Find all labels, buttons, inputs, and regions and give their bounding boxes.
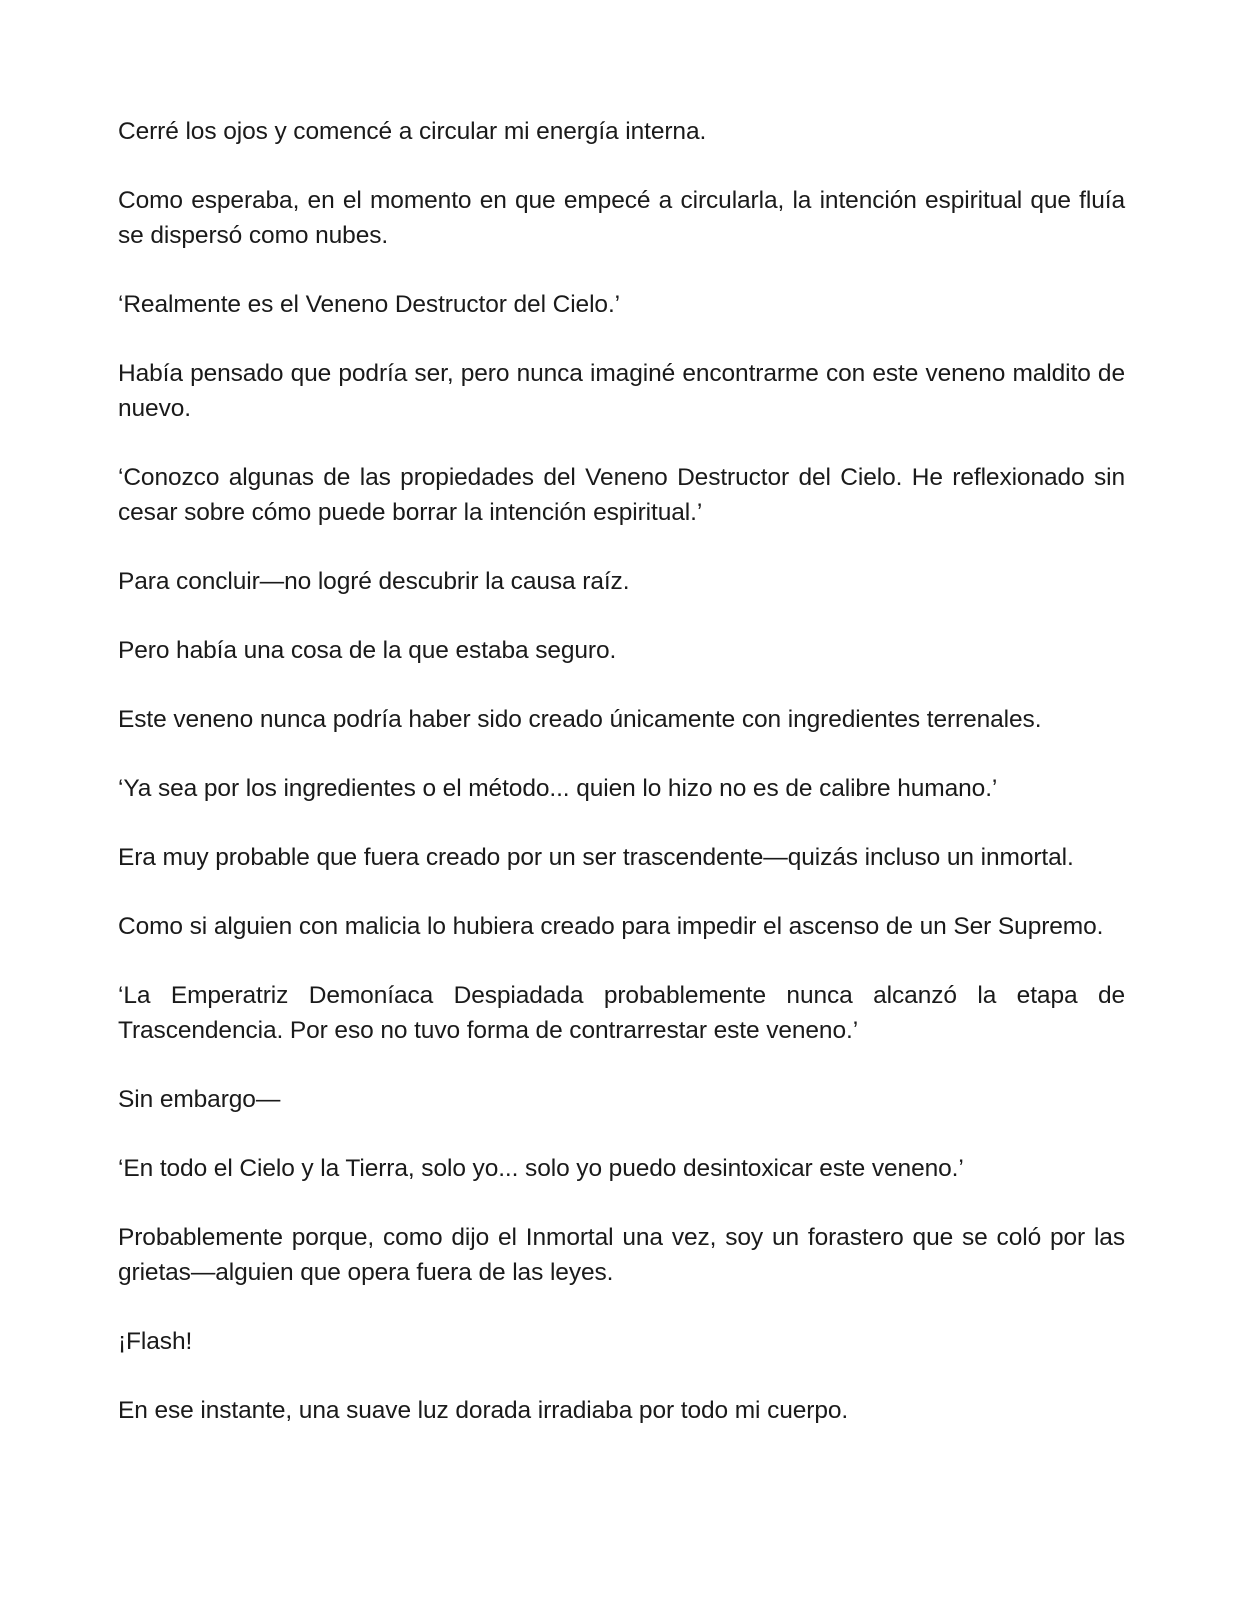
paragraph-16: ¡Flash! (118, 1328, 193, 1355)
paragraph-9: ‘Ya sea por los ingredientes o el método... quien lo hizo no es de calibre humano.’ (118, 775, 998, 802)
paragraph-2: Como esperaba, en el momento en que empecé a circularla, la intención espiritual que fluía se dispersó como nubes. (118, 187, 1125, 249)
paragraph-1: Cerré los ojos y comencé a circular mi energía interna. (118, 118, 707, 145)
paragraph-6: Para concluir—no logré descubrir la causa raíz. (118, 568, 630, 595)
paragraph-5: ‘Conozco algunas de las propiedades del Veneno Destructor del Cielo. He reflexionado sin cesar sobre cómo puede borrar la intención espiritual.’ (118, 464, 1125, 526)
paragraph-12: ‘La Emperatriz Demoníaca Despiadada probablemente nunca alcanzó la etapa de Trascendencia. Por eso no tuvo forma de contrarrestar este veneno.’ (118, 982, 1125, 1044)
paragraph-3: ‘Realmente es el Veneno Destructor del Cielo.’ (118, 291, 621, 318)
paragraph-8: Este veneno nunca podría haber sido creado únicamente con ingredientes terrenales. (118, 706, 1042, 733)
paragraph-15: Probablemente porque, como dijo el Inmortal una vez, soy un forastero que se coló por las grietas—alguien que opera fuera de las leyes. (118, 1224, 1125, 1286)
paragraph-11: Como si alguien con malicia lo hubiera creado para impedir el ascenso de un Ser Supremo. (118, 913, 1104, 940)
paragraph-13: Sin embargo— (118, 1086, 281, 1113)
paragraph-4: Había pensado que podría ser, pero nunca imaginé encontrarme con este veneno maldito de nuevo. (118, 360, 1125, 422)
paragraph-10: Era muy probable que fuera creado por un ser trascendente—quizás incluso un inmortal. (118, 844, 1074, 871)
paragraph-7: Pero había una cosa de la que estaba seguro. (118, 637, 617, 664)
paragraph-17: En ese instante, una suave luz dorada irradiaba por todo mi cuerpo. (118, 1397, 849, 1424)
paragraph-14: ‘En todo el Cielo y la Tierra, solo yo... solo yo puedo desintoxicar este veneno.’ (118, 1155, 964, 1182)
